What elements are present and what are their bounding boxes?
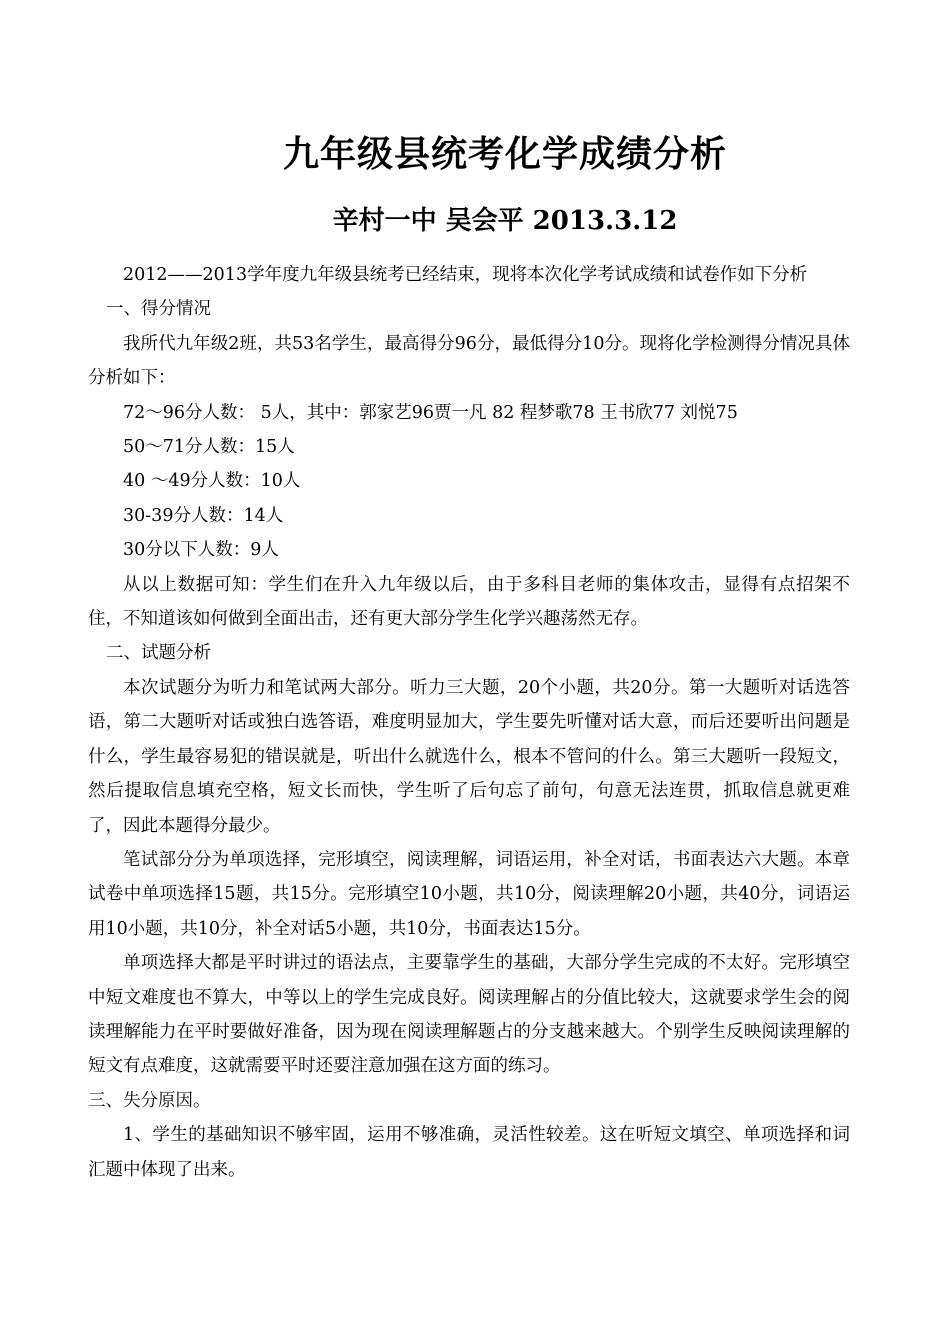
score-range-below-30: 30分以下人数：9人 [123,540,279,561]
class-summary-paragraph: 我所代九年级2班，共53名学生，最高得分96分，最低得分10分。现将化学检测得分情况具体分析如下： [88,333,850,389]
data-conclusion-paragraph: 从以上数据可知：学生们在升入九年级以后，由于多科目老师的集体攻击，显得有点招架不住，不知道该如何做到全面出击，还有更大部分学生化学兴趣荡然无存。 [88,574,850,630]
document-title: 九年级县统考化学成绩分析 [282,133,727,175]
reason-1-paragraph: 1、学生的基础知识不够牢固，运用不够准确，灵活性较差。这在听短文填空、单项选择和词汇题中体现了出来。 [88,1125,850,1180]
section-heading-reasons: 三、失分原因。 [88,1090,211,1111]
section-heading-scores: 一、得分情况 [106,299,211,320]
listening-analysis-paragraph: 本次试题分为听力和笔试两大部分。听力三大题，20个小题，共20分。第一大题听对话选答语，第二大题听对话或独白选答语，难度明显加大，学生要先听懂对话大意，而后还要听出问题是什么，学生最容易犯的错误就是，听出什么就选什么，根本不管问的什么。第三大题听一段短文，然后提取信息填充空格，短文长而快，学生听了后句忘了前句，句意无法连贯，抓取信息就更难了，因此本题得分最少。 [88,677,850,836]
score-range-30-39: 30-39分人数：14人 [123,505,284,526]
section-heading-analysis: 二、试题分析 [106,643,211,664]
document-subtitle: 辛村一中 吴会平 2013.3.12 [332,206,678,236]
score-range-72-96: 72～96分人数： 5人，其中：郭家艺96贾一凡 82 程梦歌78 王书欣77 刘悦75 [123,402,738,423]
written-structure-paragraph: 笔试部分分为单项选择，完形填空，阅读理解，词语运用，补全对话，书面表达六大题。本章试卷中单项选择15题，共15分。完形填空10小题，共10分，阅读理解20小题，共40分，词语运用10小题，共10分，补全对话5小题，共10分，书面表达15分。 [88,849,850,939]
intro-paragraph: 2012——2013学年度九年级县统考已经结束，现将本次化学考试成绩和试卷作如下分析 [123,265,808,285]
score-range-40-49: 40 ～49分人数：10人 [123,471,301,492]
score-range-50-71: 50～71分人数：15人 [123,437,295,458]
document-body [88,258,850,1187]
written-analysis-paragraph: 单项选择大都是平时讲过的语法点，主要靠学生的基础，大部分学生完成的不太好。完形填空中短文难度也不算大，中等以上的学生完成良好。阅读理解占的分值比较大，这就要求学生会的阅读理解能力在平时要做好准备，因为现在阅读理解题占的分支越来越大。个别学生反映阅读理解的短文有点难度，这就需要平时还要注意加强在这方面的练习。 [88,953,850,1077]
